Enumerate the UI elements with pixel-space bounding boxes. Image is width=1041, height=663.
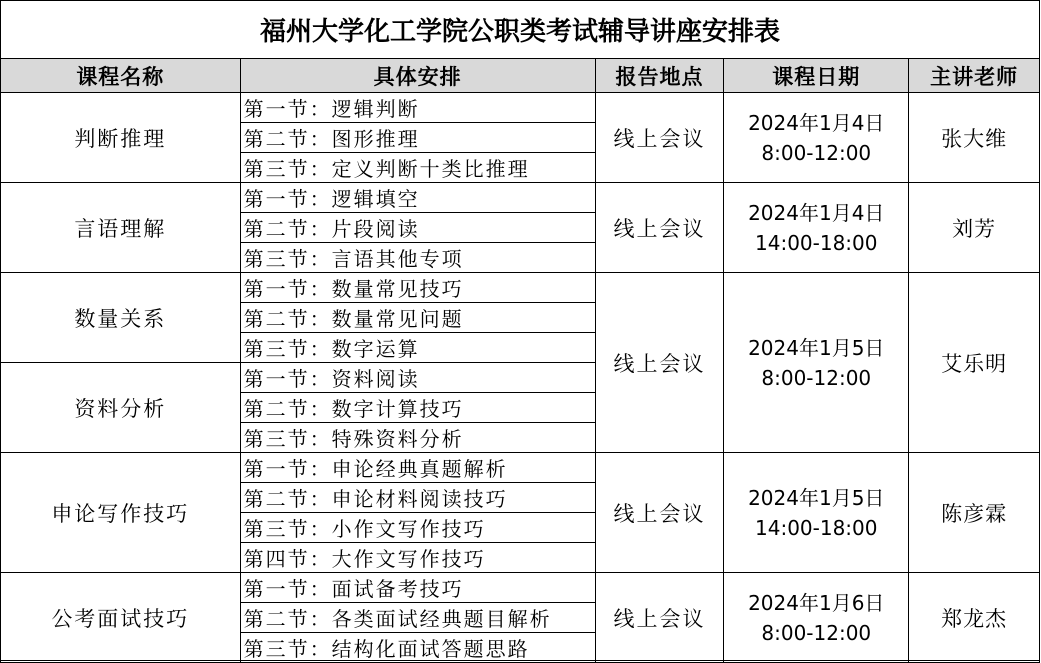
time-text: 8:00-12:00 <box>761 620 872 645</box>
time-text: 14:00-18:00 <box>755 515 878 540</box>
session-item: 第二节：数量常见问题 <box>240 303 595 333</box>
session-item: 第一节：资料阅读 <box>240 363 595 393</box>
session-item: 第三节：言语其他专项 <box>240 243 595 273</box>
date-text: 2024年1月6日 <box>748 590 885 615</box>
date-text: 2024年1月4日 <box>748 200 885 225</box>
place-cell: 线上会议 <box>595 93 724 183</box>
session-item: 第一节：数量常见技巧 <box>240 273 595 303</box>
teacher-cell: 张大维 <box>909 93 1040 183</box>
header-detail: 具体安排 <box>240 59 595 93</box>
course-name: 公考面试技巧 <box>1 573 241 663</box>
table-row <box>1 273 1040 303</box>
teacher-cell: 刘芳 <box>909 183 1040 273</box>
table-row <box>1 93 1040 123</box>
session-item: 第二节：片段阅读 <box>240 213 595 243</box>
header-date: 课程日期 <box>724 59 909 93</box>
time-text: 8:00-12:00 <box>761 365 872 390</box>
header-row <box>1 59 1040 93</box>
table-row <box>1 183 1040 213</box>
header-place: 报告地点 <box>595 59 724 93</box>
date-text: 2024年1月4日 <box>748 110 885 135</box>
teacher-cell: 艾乐明 <box>909 273 1040 453</box>
date-cell <box>724 273 909 453</box>
session-item: 第一节：申论经典真题解析 <box>240 453 595 483</box>
session-item: 第三节：结构化面试答题思路 <box>240 633 595 663</box>
session-item: 第三节：定义判断十类比推理 <box>240 153 595 183</box>
course-name: 言语理解 <box>1 183 241 273</box>
place-cell: 线上会议 <box>595 573 724 663</box>
header-teacher: 主讲老师 <box>909 59 1040 93</box>
date-cell <box>724 453 909 573</box>
time-text: 8:00-12:00 <box>761 140 872 165</box>
session-item: 第二节：申论材料阅读技巧 <box>240 483 595 513</box>
session-item: 第一节：逻辑判断 <box>240 93 595 123</box>
date-cell <box>724 93 909 183</box>
header-course: 课程名称 <box>1 59 241 93</box>
date-cell <box>724 573 909 663</box>
place-cell: 线上会议 <box>595 183 724 273</box>
session-item: 第一节：面试备考技巧 <box>240 573 595 603</box>
place-cell: 线上会议 <box>595 273 724 453</box>
date-text: 2024年1月5日 <box>748 335 885 360</box>
table-row <box>1 573 1040 603</box>
teacher-cell: 郑龙杰 <box>909 573 1040 663</box>
session-item: 第二节：数字计算技巧 <box>240 393 595 423</box>
session-item: 第三节：数字运算 <box>240 333 595 363</box>
place-cell: 线上会议 <box>595 453 724 573</box>
teacher-cell: 陈彦霖 <box>909 453 1040 573</box>
session-item: 第一节：逻辑填空 <box>240 183 595 213</box>
session-item: 第三节：小作文写作技巧 <box>240 513 595 543</box>
session-item: 第二节：各类面试经典题目解析 <box>240 603 595 633</box>
page-title: 福州大学化工学院公职类考试辅导讲座安排表 <box>259 16 780 47</box>
schedule-table <box>0 58 1040 663</box>
session-item: 第四节：大作文写作技巧 <box>240 543 595 573</box>
time-text: 14:00-18:00 <box>755 230 878 255</box>
date-text: 2024年1月5日 <box>748 485 885 510</box>
session-item: 第三节：特殊资料分析 <box>240 423 595 453</box>
course-name: 申论写作技巧 <box>1 453 241 573</box>
course-name: 资料分析 <box>1 363 241 453</box>
date-cell <box>724 183 909 273</box>
table-row <box>1 453 1040 483</box>
session-item: 第二节：图形推理 <box>240 123 595 153</box>
course-name: 判断推理 <box>1 93 241 183</box>
course-name: 数量关系 <box>1 273 241 363</box>
